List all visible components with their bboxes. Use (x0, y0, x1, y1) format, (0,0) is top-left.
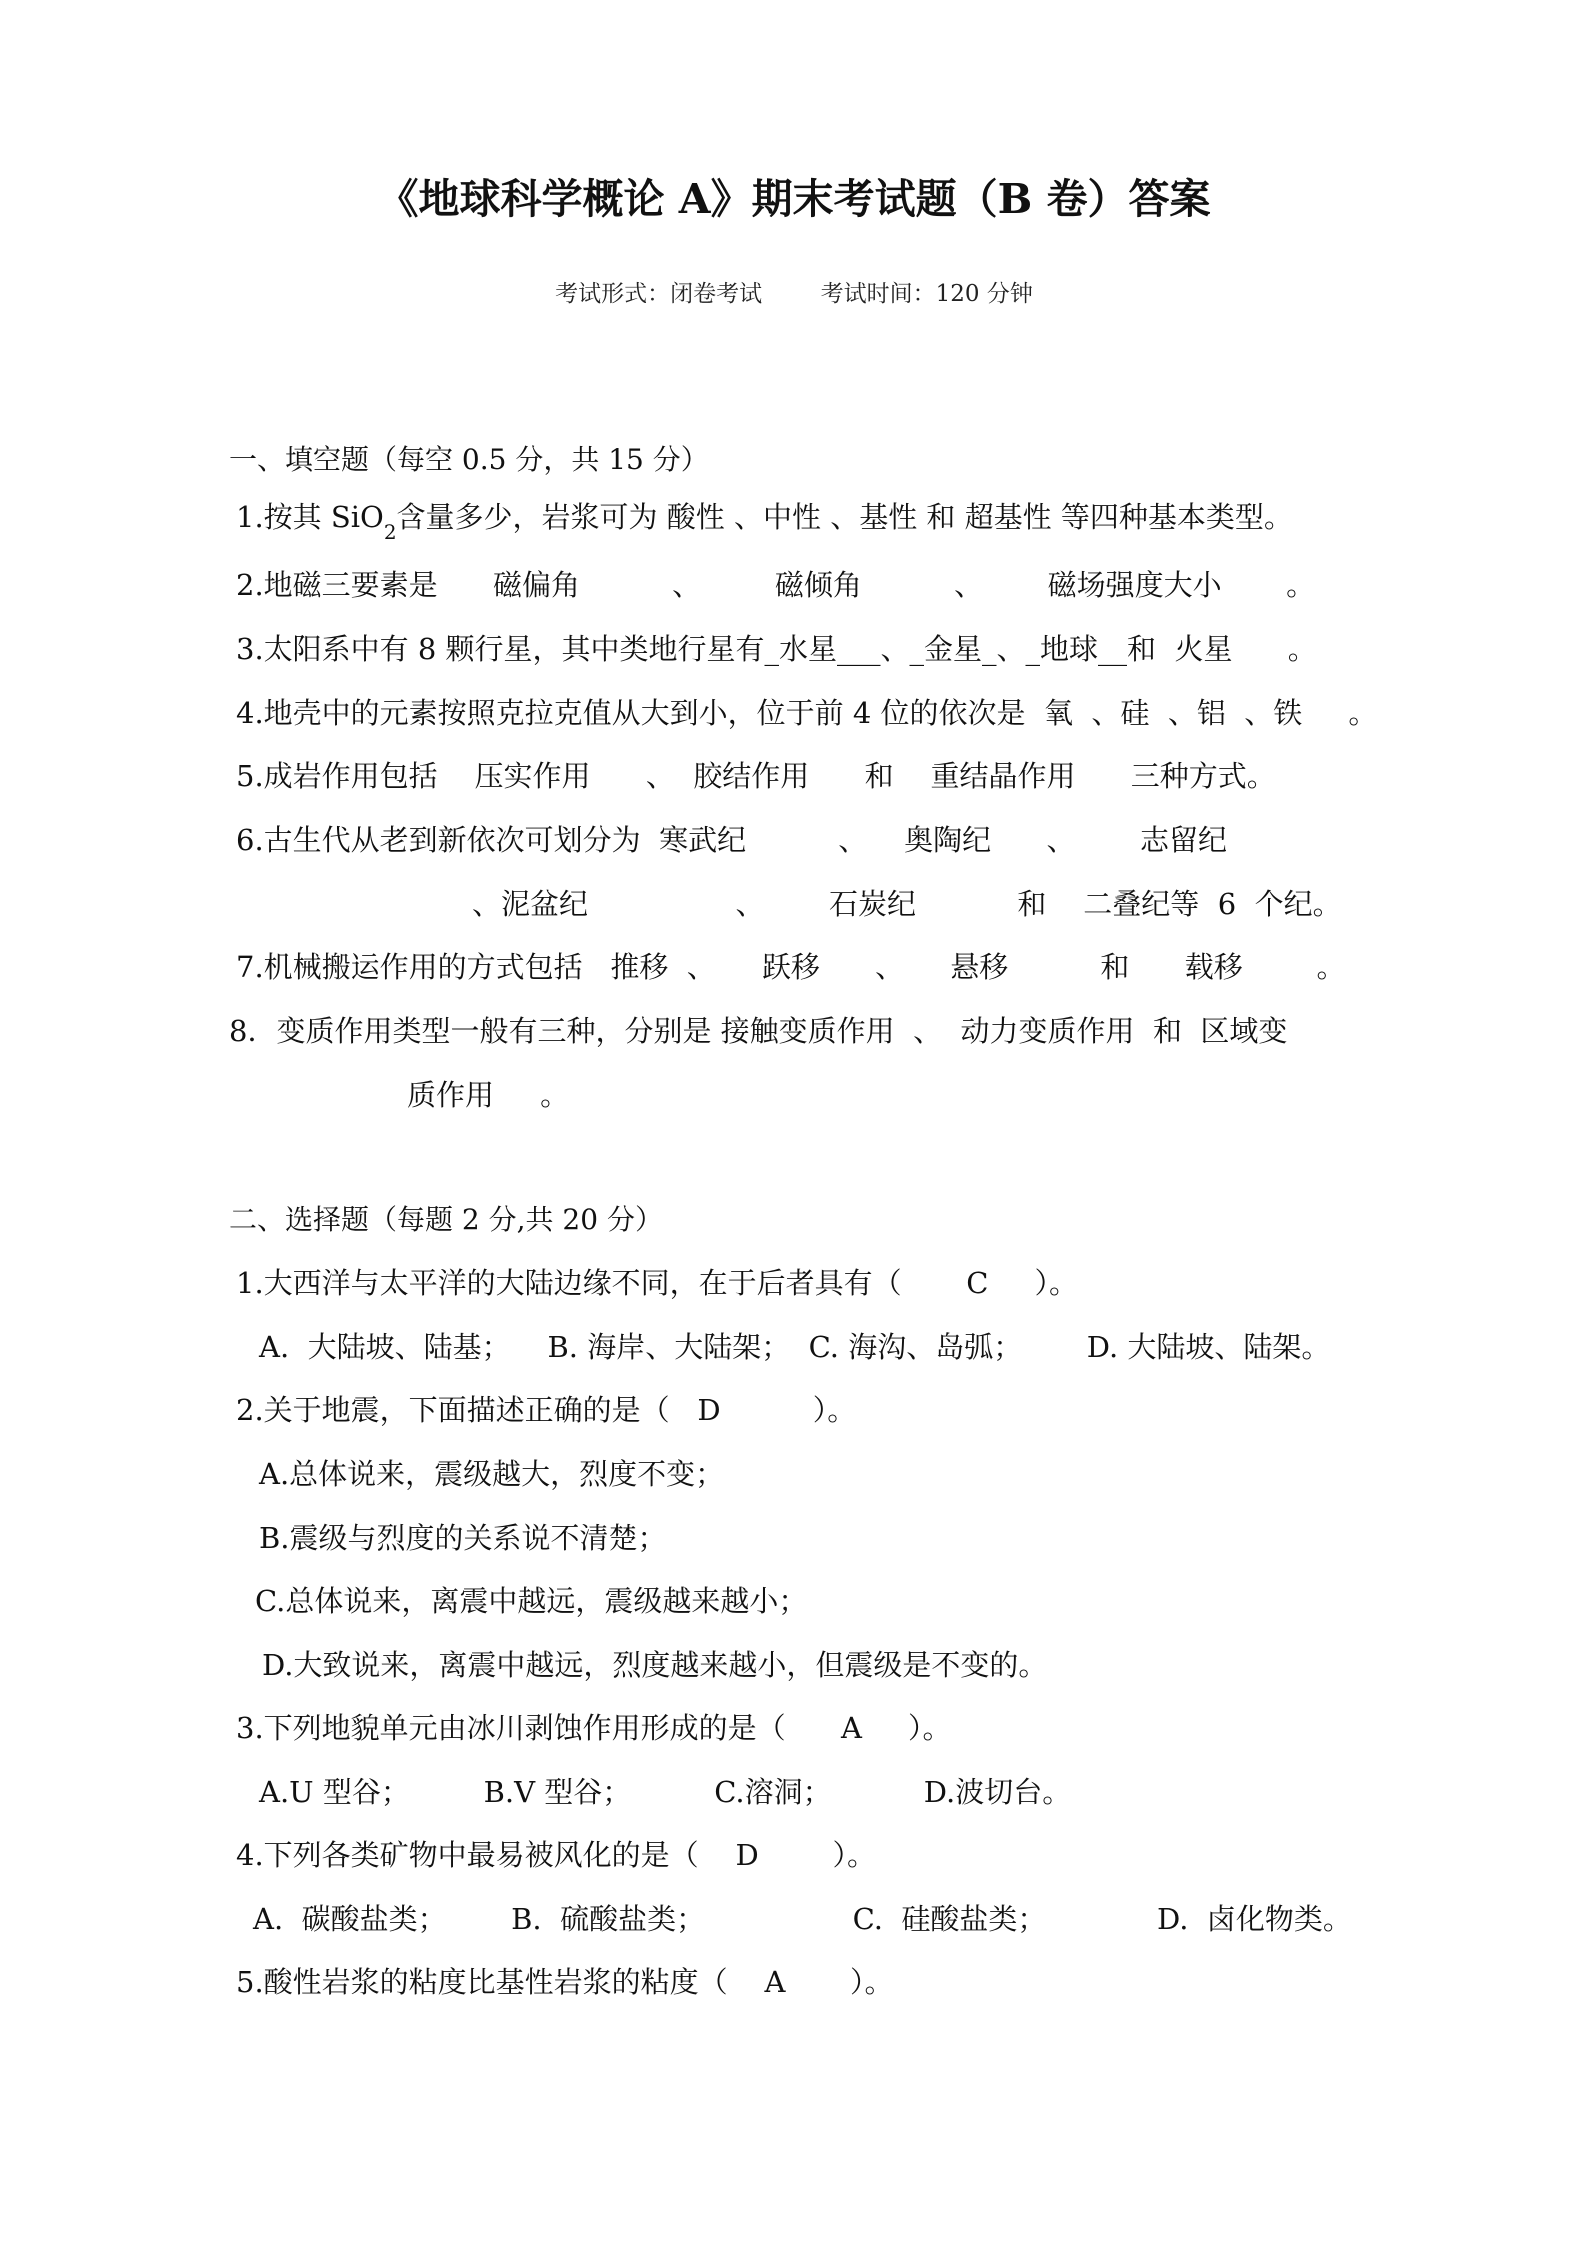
choice-question-2-option-a: A.总体说来，震级越大，烈度不变； (259, 1457, 725, 1491)
fill-question-1-end: 含量多少，岩浆可为 酸性 、中性 、基性 和 超基性 等四种基本类型。 (396, 500, 1293, 534)
fill-question-4: 4.地壳中的元素按照克拉克值从大到小，位于前 4 位的依次是 氧 、硅 、铝 、铁 。 (236, 696, 1378, 730)
choice-question-2-option-b: B.震级与烈度的关系说不清楚； (259, 1521, 667, 1555)
page-title: 《地球科学概论 A》期末考试题（B 卷）答案 (377, 175, 1211, 223)
section-1-heading: 一、填空题（每空 0.5 分，共 15 分） (229, 443, 709, 476)
choice-question-2-option-d: D.大致说来，离震中越远，烈度越来越小，但震级是不变的。 (262, 1648, 1048, 1682)
section-2-heading: 二、选择题（每题 2 分,共 20 分） (229, 1203, 663, 1236)
fill-question-1-subscript: 2 (383, 520, 397, 544)
exam-info: 考试形式：闭卷考试 考试时间：120 分钟 (555, 281, 1033, 307)
choice-question-3: 3.下列地貌单元由冰川剥蚀作用形成的是（ A ）。 (236, 1711, 952, 1745)
fill-question-7: 7.机械搬运作用的方式包括 推移 、 跃移 、 悬移 和 载移 。 (236, 950, 1346, 984)
fill-question-6-line-1: 6.古生代从老到新依次可划分为 寒武纪 、 奥陶纪 、 志留纪 (236, 823, 1227, 857)
fill-question-3: 3.太阳系中有 8 颗行星，其中类地行星有_水星___、_金星_、_地球__和 火星 。 (236, 632, 1317, 666)
choice-question-1-options: A. 大陆坡、陆基； B. 海岸、大陆架； C. 海沟、岛弧； D. 大陆坡、陆架。 (259, 1330, 1331, 1364)
fill-question-6-line-2: 、泥盆纪 、 石炭纪 和 二叠纪等 6 个纪。 (472, 887, 1342, 921)
choice-question-2-option-c: C.总体说来，离震中越远，震级越来越小； (255, 1584, 808, 1618)
choice-question-4-options: A. 碳酸盐类； B. 硫酸盐类； C. 硅酸盐类； D. 卤化物类。 (253, 1902, 1352, 1936)
choice-question-5: 5.酸性岩浆的粘度比基性岩浆的粘度（ A ）。 (236, 1965, 894, 1999)
fill-question-1 (236, 498, 1293, 551)
choice-question-3-options: A.U 型谷； B.V 型谷； C.溶洞； D.波切台。 (259, 1775, 1072, 1809)
fill-question-5: 5.成岩作用包括 压实作用 、 胶结作用 和 重结晶作用 三种方式。 (236, 759, 1276, 793)
fill-question-2: 2.地磁三要素是 磁偏角 、 磁倾角 、 磁场强度大小 。 (236, 568, 1316, 602)
fill-question-1-start: 1.按其 SiO (236, 500, 384, 534)
choice-question-1: 1.大西洋与太平洋的大陆边缘不同，在于后者具有（ C ）。 (236, 1266, 1078, 1300)
fill-question-8-line-2: 质作用 。 (407, 1078, 570, 1112)
fill-question-8-line-1: 8．变质作用类型一般有三种，分别是 接触变质作用 、 动力变质作用 和 区域变 (229, 1014, 1288, 1048)
choice-question-4: 4.下列各类矿物中最易被风化的是（ D ）。 (236, 1838, 877, 1872)
choice-question-2: 2.关于地震，下面描述正确的是（ D ）。 (236, 1393, 857, 1427)
